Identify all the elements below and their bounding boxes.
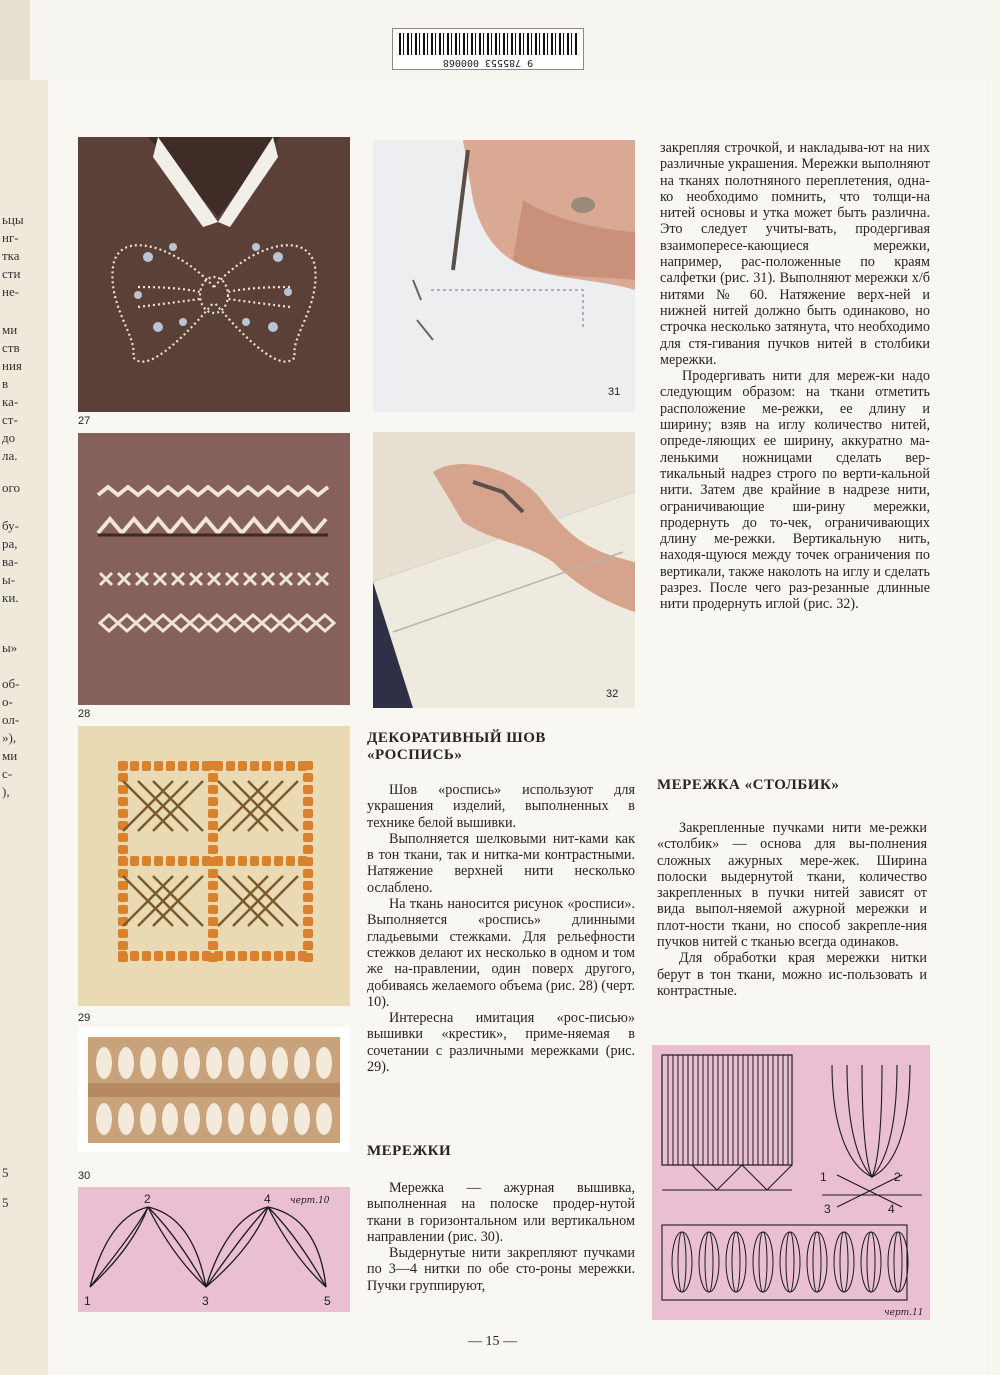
pulling-threads-illustration: [373, 432, 635, 708]
chart-11-point-4: 4: [888, 1202, 895, 1216]
hemstitch-opening: [206, 1047, 222, 1079]
section-heading-rospis: ДЕКОРАТИВНЫЙ ШОВ «РОСПИСЬ»: [367, 730, 546, 763]
orange-stitch: [303, 761, 313, 770]
figure-number-31: 31: [608, 386, 621, 398]
orange-stitch: [238, 761, 247, 771]
orange-stitch: [178, 951, 187, 961]
previous-page-fragment: об-: [2, 676, 20, 691]
orange-stitch: [118, 929, 128, 938]
orange-stitch: [118, 761, 128, 770]
previous-page: [0, 80, 50, 1375]
orange-stitch: [226, 761, 235, 771]
orange-stitch: [178, 856, 187, 866]
orange-stitch: [286, 951, 295, 961]
orange-stitch: [262, 951, 271, 961]
previous-page-fragment: ки.: [2, 590, 19, 605]
orange-stitch: [142, 856, 151, 866]
orange-stitch: [208, 941, 218, 950]
orange-stitch: [250, 761, 259, 771]
hemstitch-opening: [118, 1047, 134, 1079]
section-heading-merezhki: МЕРЕЖКИ: [367, 1143, 452, 1159]
chart-11-label: черт.11: [884, 1308, 924, 1318]
orange-stitch: [226, 856, 235, 866]
orange-stitch: [208, 893, 218, 902]
section-merezhki-text: [367, 1180, 635, 1294]
orange-stitch: [208, 809, 218, 818]
hemstitch-opening: [294, 1047, 310, 1079]
chart-11-point-2: 2: [894, 1170, 901, 1184]
orange-stitch: [286, 761, 295, 771]
hemstitch-opening: [250, 1103, 266, 1135]
previous-page-fragment: сти: [2, 266, 21, 281]
orange-stitch: [303, 881, 313, 890]
orange-stitch: [190, 951, 199, 961]
hemstitch-opening: [316, 1047, 332, 1079]
hemstitch-opening: [272, 1103, 288, 1135]
photo-stitch-samples: [78, 433, 350, 705]
photo-drawn-thread-square: [78, 726, 350, 1006]
orange-stitch: [303, 905, 313, 914]
orange-stitch: [303, 833, 313, 842]
orange-stitch: [250, 856, 259, 866]
orange-stitch: [303, 773, 313, 782]
chart-11-diagram: [652, 1045, 930, 1320]
orange-stitch: [118, 809, 128, 818]
hemstitch-opening: [140, 1047, 156, 1079]
paragraph: Продергивать нити для мереж-ки надо следующим образом: на ткани отметить расположение ме-режки, ее длину и ширину; взяв на иглу количество нитей, опреде-ляющих ее ширину, аккуратно ма-ленькими ножницами сделать вер-тикальный надрез строго по верти-кальной нити. Затем две крайние в надрезе нити, ограничивающие ши-рину мережки, продернуть до то-чек, ограничивающих длину ме-режки. Вертикальную нить, находя-щуюся между точек ограничения по вертикали, также наколоть на иглу и сделать разрез. После чего раз-резанные длинные нити продернуть иглой (рис. 32).: [660, 368, 930, 613]
orange-stitch: [208, 869, 218, 878]
orange-stitch: [166, 951, 175, 961]
orange-stitch: [166, 856, 175, 866]
orange-stitch: [118, 845, 128, 854]
orange-stitch: [154, 761, 163, 771]
chart-10-point-1: 1: [84, 1294, 91, 1308]
hemstitch-opening: [184, 1047, 200, 1079]
orange-stitch: [142, 761, 151, 771]
previous-page-fragment: »),: [2, 730, 17, 745]
chart-10-point-3: 3: [202, 1294, 209, 1308]
orange-stitch: [208, 917, 218, 926]
photo-bow-embroidery: [78, 137, 350, 412]
figure-number-27: 27: [78, 415, 91, 427]
orange-stitch: [303, 809, 313, 818]
previous-page-fragment: нг-: [2, 230, 19, 245]
previous-page-fragment: ств: [2, 340, 20, 355]
orange-stitch: [118, 953, 128, 962]
chart-10-point-5: 5: [324, 1294, 331, 1308]
orange-stitch: [303, 785, 313, 794]
previous-page-fragment: ка-: [2, 394, 19, 409]
chart-10-label: черт.10: [290, 1196, 330, 1206]
section-rospis-text: [367, 782, 635, 1075]
orange-stitch: [118, 833, 128, 842]
paragraph: Выдернутые нити закрепляют пучками по 3—4 нитки по обе сто-роны мережки. Пучки группируют,: [367, 1245, 635, 1294]
previous-page-fragment: ы-: [2, 572, 16, 587]
hemstitch-opening: [96, 1047, 112, 1079]
orange-stitch: [118, 773, 128, 782]
orange-stitch: [208, 821, 218, 830]
section-heading-stolbik: МЕРЕЖКА «СТОЛБИК»: [657, 777, 840, 793]
paragraph: На ткань наносится рисунок «росписи». Выполняется «роспись» длинными гладьевыми стежками. Для рельефности стежков делают их несколько в одном и том же на-правлении, один поверх другого, добиваясь желаемого объема (рис. 28) (черт. 10).: [367, 896, 635, 1010]
hemstitch-opening: [228, 1047, 244, 1079]
orange-stitch: [286, 856, 295, 866]
chart-11-lines: [652, 1045, 930, 1320]
section-stolbik-text: [657, 820, 927, 999]
previous-page-fragment: о-: [2, 694, 13, 709]
orange-stitch: [190, 761, 199, 771]
orange-stitch: [118, 797, 128, 806]
orange-stitch: [274, 856, 283, 866]
previous-page-fragment: ы»: [2, 640, 18, 655]
barcode: [392, 28, 584, 70]
paragraph: Для обработки края мережки нитки берут в тон ткани, можно ис-пользовать и контрастные.: [657, 950, 927, 999]
paragraph: Выполняется шелковыми нит-ками как в тон ткани, так и нитка-ми контрастными. Натяжение верхней нити несколько ослаблено.: [367, 830, 635, 896]
orange-stitch: [130, 856, 139, 866]
hemstitch-opening: [162, 1103, 178, 1135]
orange-stitch: [262, 761, 271, 771]
orange-stitch: [303, 917, 313, 926]
chart-10-diagram: [78, 1187, 350, 1312]
chart-10-point-2: 2: [144, 1192, 151, 1206]
orange-stitch: [118, 881, 128, 890]
hemstitch-opening: [250, 1047, 266, 1079]
hemstitch-opening: [184, 1103, 200, 1135]
orange-stitch: [303, 929, 313, 938]
orange-stitch: [118, 941, 128, 950]
photo-hemstitch-band: [78, 1027, 350, 1152]
previous-page-fragment: тка: [2, 248, 20, 263]
orange-stitch: [226, 951, 235, 961]
orange-stitch: [208, 785, 218, 794]
previous-page-fragment: с-: [2, 766, 13, 781]
previous-page-fragment: ми: [2, 322, 18, 337]
bow-embroidery-illustration: [78, 137, 350, 412]
orange-stitch: [303, 845, 313, 854]
orange-stitch: [303, 893, 313, 902]
figure-number-32: 32: [606, 688, 619, 700]
paragraph: Закрепленные пучками нити ме-режки «столбик» — основа для вы-полнения сложных ажурных мере-жек. Ширина полоски выдернутой ткани, количество закрепленных в пучки нитей зависят от вида выпол-няемой ажурной мережки и плот-ности ткани, но способ закрепле-ния пучков нитей с тканью всегда одинаков.: [657, 820, 927, 951]
orange-stitch: [208, 845, 218, 854]
column-3-text: [660, 140, 930, 613]
orange-stitch: [303, 941, 313, 950]
orange-stitch: [238, 951, 247, 961]
previous-page-fragment: ьцы: [2, 212, 24, 227]
orange-stitch: [208, 953, 218, 962]
previous-page-fragment: ст-: [2, 412, 18, 427]
paragraph: Шов «роспись» используют для украшения изделий, выполненных в технике белой вышивки.: [367, 782, 635, 831]
hemstitch-opening: [96, 1103, 112, 1135]
orange-stitch: [118, 785, 128, 794]
orange-stitch: [118, 893, 128, 902]
previous-page-fragment: ),: [2, 784, 10, 799]
previous-page-fragment: ния: [2, 358, 22, 373]
previous-page-fragment: ва-: [2, 554, 19, 569]
orange-stitch: [130, 761, 139, 771]
previous-page-fragment: ми: [2, 748, 18, 763]
previous-page-fragment: 5: [2, 1165, 9, 1180]
orange-stitch: [238, 856, 247, 866]
orange-stitch: [130, 951, 139, 961]
orange-stitch: [274, 951, 283, 961]
previous-page-fragment: ра,: [2, 536, 18, 551]
orange-stitch: [142, 951, 151, 961]
orange-stitch: [178, 761, 187, 771]
hemstitch-opening: [162, 1047, 178, 1079]
hemstitch-opening: [140, 1103, 156, 1135]
orange-stitch: [118, 857, 128, 866]
chart-10-point-4: 4: [264, 1192, 271, 1206]
chart-11-point-1: 1: [820, 1170, 827, 1184]
figure-number-29: 29: [78, 1012, 91, 1024]
orange-stitch: [274, 761, 283, 771]
stitch-samples-illustration: [78, 433, 350, 705]
figure-number-28: 28: [78, 708, 91, 720]
previous-page-fragment: до: [2, 430, 16, 445]
orange-stitch: [154, 951, 163, 961]
figure-number-30: 30: [78, 1170, 91, 1182]
orange-stitch: [262, 856, 271, 866]
orange-stitch: [154, 856, 163, 866]
photo-cutting-threads: [373, 140, 635, 412]
hemstitch-opening: [316, 1103, 332, 1135]
orange-stitch: [303, 869, 313, 878]
orange-stitch: [208, 929, 218, 938]
page-number: — 15 —: [468, 1334, 517, 1349]
orange-stitch: [208, 773, 218, 782]
orange-stitch: [303, 857, 313, 866]
previous-page-fragment: ла.: [2, 448, 18, 463]
orange-stitch: [303, 821, 313, 830]
paragraph: Интересна имитация «рос-писью» вышивки «крестик», приме-няемая в сочетании с различными мережками (рис. 29).: [367, 1010, 635, 1076]
orange-stitch: [208, 833, 218, 842]
orange-stitch: [208, 857, 218, 866]
hemstitch-opening: [228, 1103, 244, 1135]
orange-stitch: [208, 797, 218, 806]
previous-page-fragment: не-: [2, 284, 20, 299]
paragraph: закрепляя строчкой, и накладыва-ют на них различные украшения. Мережки выполняют на тканях полотняного переплетения, одна-ко необходимо помнить, что толщи-на нитей основы и утка может быть различна. Это следует учиты-вать, продергивая взаимопересе-кающиеся мережки, например, рас-положенные по краям салфетки (рис. 31). Выполняют мережки х/б нитями № 60. Натяжение верх-ней и нижней нитей должно быть одинаково, но строчка несколько затянута, что необходимо для стя-гивания пучков нитей в столбики мережки.: [660, 140, 930, 368]
barcode-number: 9 785553 000068: [442, 57, 534, 68]
previous-page-fragment: бу-: [2, 518, 19, 533]
previous-page-fragment: ого: [2, 480, 21, 495]
paragraph: Мережка — ажурная вышивка, выполненная на полоске продер-нутой ткани в горизонтальном или вертикальном направлении (рис. 30).: [367, 1180, 635, 1245]
hemstitch-opening: [272, 1047, 288, 1079]
previous-page-fragment: в: [2, 376, 9, 391]
orange-stitch: [190, 856, 199, 866]
orange-stitch: [303, 797, 313, 806]
previous-page-fragment: ол-: [2, 712, 20, 727]
orange-stitch: [208, 761, 218, 770]
orange-stitch: [303, 953, 313, 962]
orange-stitch: [208, 905, 218, 914]
orange-stitch: [250, 951, 259, 961]
chart-10-lines: [78, 1187, 350, 1312]
orange-stitch: [208, 881, 218, 890]
hemstitch-opening: [206, 1103, 222, 1135]
drawn-thread-square-illustration: [78, 726, 350, 1006]
hemstitch-band-illustration: [78, 1027, 350, 1152]
orange-stitch: [166, 761, 175, 771]
barcode-bars: [399, 33, 577, 55]
hemstitch-opening: [294, 1103, 310, 1135]
photo-pulling-threads: [373, 432, 635, 708]
orange-stitch: [118, 905, 128, 914]
cutting-threads-illustration: [373, 140, 635, 412]
hemstitch-opening: [118, 1103, 134, 1135]
previous-page-fragment: 5: [2, 1195, 9, 1210]
chart-11-point-3: 3: [824, 1202, 831, 1216]
